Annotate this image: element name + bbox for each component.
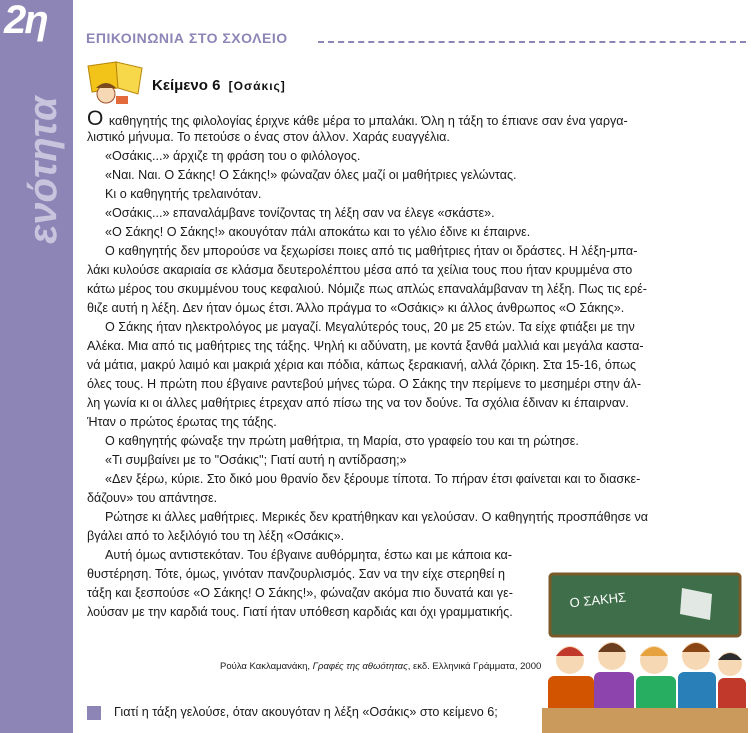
header-divider: [318, 41, 746, 43]
text-line-content: κάτω μέρος του σκυμμένου τους κεφαλιού. Νόμιζε πως απλώς επαναλάμβαναν τη λέξη. Πως τις ερέ-: [87, 282, 647, 296]
question-marker: [87, 706, 101, 720]
drop-cap: Ο: [87, 107, 104, 130]
text-line: [87, 337, 697, 356]
text-line-content: Ο Σάκης ήταν ηλεκτρολόγος με μαγαζί. Μεγαλύτερός τους, 20 με 25 ετών. Τα είχε φτιάξει με την: [105, 320, 635, 334]
text-title-subtitle: [Οσάκις]: [228, 79, 286, 93]
text-line-content: Αλέκα. Μια από τις μαθήτριες της τάξης. Ψηλή κι αδύνατη, με κοντά ξανθά μαλλιά και μεγάλα καστα-: [87, 339, 644, 353]
text-line-content: όλες τους. Η πρώτη που έβγαινε ραντεβού μήνες τώρα. Ο Σάκης την περίμενε το μεσημέρι στην άλ-: [87, 377, 642, 391]
text-line: [87, 280, 697, 299]
question-text: Γιατί η τάξη γελούσε, όταν ακουγόταν η λέξη «Οσάκις» στο κείμενο 6;: [114, 705, 498, 719]
text-line-content: τάξη και ξεσπούσε «Ο Σάκης! Ο Σάκης!», φώναζαν ακόμα πιο δυνατά και γε-: [87, 586, 513, 600]
text-line-content: νά μάτια, μακρύ λαιμό και μακριά χέρια και πόδια, κάπως ξερακιανή, αλλά ζόρικη. Στα 15-16, όπως: [87, 358, 637, 372]
section-title: ΕΠΙΚΟΙΝΩΝΙΑ ΣΤΟ ΣΧΟΛΕΙΟ: [86, 30, 288, 46]
text-line-content: Αυτή όμως αντιστεκόταν. Του έβγαινε αυθόρμητα, έστω και με κάποια κα-: [105, 548, 513, 562]
text-line: [87, 489, 697, 508]
text-line-content: «Δεν ξέρω, κύριε. Στο δικό μου θρανίο δεν ξέρουμε τίποτα. Το πήραν έτσι φαίνεται και το διασκε-: [105, 472, 641, 486]
text-line-content: «Ναι. Ναι. Ο Σάκης! Ο Σάκης!» φώναζαν όλες μαζί οι μαθήτριες γελώντας.: [105, 168, 517, 182]
text-line-content: δάζουν» του απάντησε.: [87, 491, 218, 505]
text-line: [87, 204, 697, 223]
text-line: [87, 109, 697, 128]
text-line: [87, 413, 697, 432]
text-line-content: «Οσάκις...» άρχιζε τη φράση του ο φιλόλογος.: [105, 149, 361, 163]
text-line: [87, 318, 697, 337]
text-line: [87, 432, 697, 451]
text-line-content: καθηγητής της φιλολογίας έριχνε κάθε μέρα το μπαλάκι. Όλη η τάξη το έπιανε σαν ένα γαργα-: [105, 114, 628, 128]
text-title: [152, 77, 286, 94]
text-line-content: Ο καθηγητής δεν μπορούσε να ξεχωρίσει ποιες από τις μαθήτριες ήταν οι δράστες. Η λέξη-μπα-: [105, 244, 638, 258]
text-line: [87, 261, 697, 280]
text-line: [87, 527, 697, 546]
text-line-content: θιζε αυτή η λέξη. Δεν ήταν όμως έτσι. Άλλο πράγμα το «Οσάκις» κι άλλος άνθρωπος «Ο Σάκης».: [87, 301, 625, 315]
text-line-content: Κι ο καθηγητής τρελαινόταν.: [105, 187, 262, 201]
unit-sidebar: [0, 0, 73, 733]
text-line-content: λιστικό μήνυμα. Το πετούσε ο ένας στον άλλον. Χαράς ευαγγέλια.: [87, 130, 450, 144]
text-line: [87, 451, 697, 470]
text-title-label: Κείμενο 6: [152, 77, 221, 94]
text-line: [87, 394, 697, 413]
text-line: [87, 242, 697, 261]
classroom-illustration: [542, 568, 748, 733]
text-line: [87, 546, 697, 565]
text-line-content: Ο καθηγητής φώναξε την πρώτη μαθήτρια, τη Μαρία, στο γραφείο του και τη ρώτησε.: [105, 434, 579, 448]
text-line-content: «Οσάκις...» επαναλάμβανε τονίζοντας τη λέξη σαν να έλεγε «σκάστε».: [105, 206, 495, 220]
text-line-content: βγάλει από το λεξιλόγιό του τη λέξη «Οσάκις».: [87, 529, 345, 543]
text-line-content: θυστέρηση. Τότε, όμως, γινόταν πανζουρλισμός. Σαν να την είχε στερηθεί η: [87, 567, 506, 581]
text-line: [87, 299, 697, 318]
unit-number: 2η: [4, 0, 47, 42]
text-line: [87, 223, 697, 242]
text-line: [87, 470, 697, 489]
source-author: Ρούλα Κακλαμανάκη,: [220, 661, 313, 672]
text-line: [87, 147, 697, 166]
source-publisher: , εκδ. Ελληνικά Γράμματα, 2000: [407, 661, 542, 672]
text-line-content: λη γωνία κι οι άλλες μαθήτριες έτρεχαν από πίσω της να τον δούνε. Τα σχόλια έδιναν κι έπαιρναν.: [87, 396, 629, 410]
text-line-content: Ρώτησε κι άλλες μαθήτριες. Μερικές δεν κρατήθηκαν και γελούσαν. Ο καθηγητής προσπάθησε να: [105, 510, 649, 524]
text-line-content: λάκι κυλούσε ακαριαία σε κλάσμα δευτερολέπτου μέσα από τα χείλια τους που ήταν κρυμμένα στο: [87, 263, 633, 277]
text-line: [87, 356, 697, 375]
text-line: [87, 128, 697, 147]
text-line-content: «Τι συμβαίνει με το "Οσάκις"; Γιατί αυτή η αντίδραση;»: [105, 453, 407, 467]
reading-child-illustration: [86, 58, 146, 108]
text-line-content: Ήταν ο πρώτος έρωτας της τάξης.: [87, 415, 277, 429]
text-line: [87, 375, 697, 394]
story-text: [87, 109, 697, 622]
text-line: [87, 185, 697, 204]
text-line: [87, 508, 697, 527]
source-citation: [220, 661, 541, 672]
source-book: Γραφές της αθωότητας: [312, 661, 408, 672]
unit-word: ενότητα: [21, 96, 65, 244]
board-text: Ο ΣΑΚΗΣ: [568, 589, 627, 611]
text-line-content: «Ο Σάκης! Ο Σάκης!» ακουγόταν πάλι αποκάτω και το γέλιο έδινε κι έπαιρνε.: [105, 225, 531, 239]
text-line: [87, 166, 697, 185]
text-line-content: λούσαν με την καρδιά τους. Γιατί ήταν υπόθεση καρδιάς και όχι γραμματικής.: [87, 605, 513, 619]
